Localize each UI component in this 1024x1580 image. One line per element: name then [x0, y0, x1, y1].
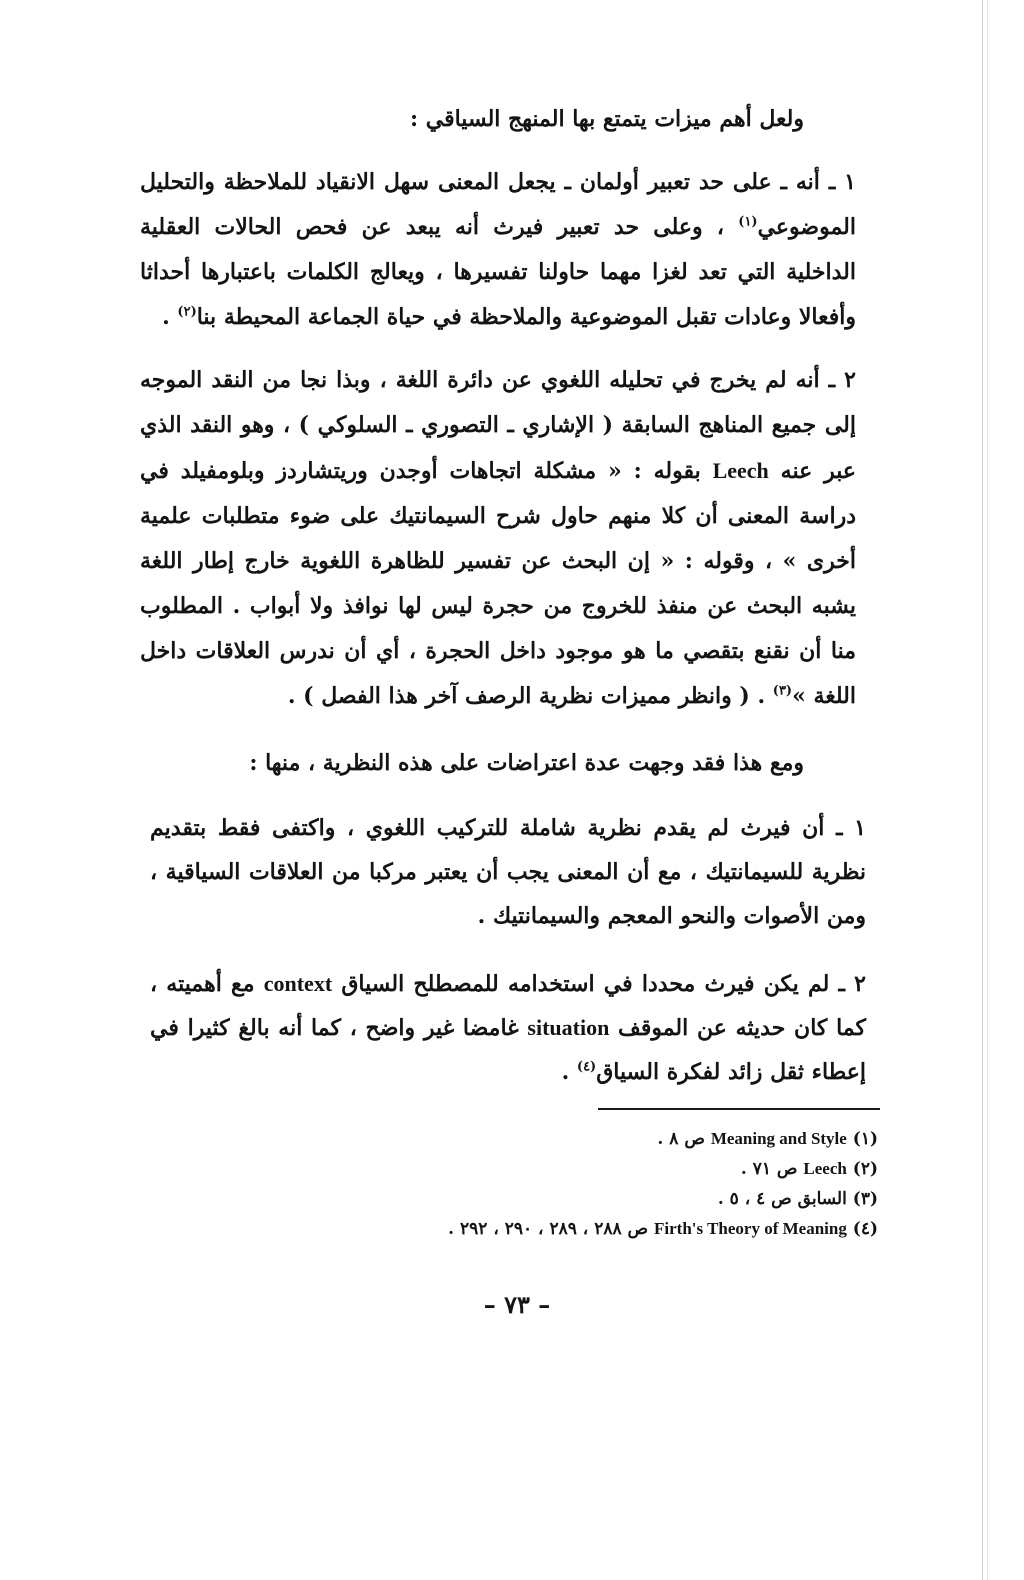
page-edge-line-inner — [987, 0, 988, 1580]
footnote-number: (٣) — [852, 1189, 878, 1209]
footnote-source: Leech — [803, 1159, 847, 1178]
paragraph-text: مع أهميته ، كما كان حديثه عن الموقف — [150, 971, 866, 1041]
objection-paragraph-1 — [150, 806, 866, 938]
footnote-ref: ص ٤ ، ٥ . — [717, 1189, 792, 1209]
footnote-ref: ص ٢٨٨ ، ٢٨٩ ، ٢٩٠ ، ٢٩٢ . — [448, 1219, 649, 1239]
advantages-intro: ولعل أهم ميزات يتمتع بها المنهج السياقي : — [409, 106, 804, 132]
footnote-marker: (٤) — [576, 1059, 597, 1075]
latin-term: situation — [527, 1015, 610, 1040]
objections-intro: ومع هذا فقد وجهت عدة اعتراضات على هذه النظرية ، منها : — [249, 750, 804, 776]
page-number: – ٧٣ – — [483, 1290, 551, 1319]
latin-term: Leech — [712, 458, 769, 483]
footnote-4 — [300, 1214, 878, 1244]
paragraph-text: بقوله : « مشكلة اتجاهات أوجدن وريتشاردز وبلومفيلد في دراسة المعنى أن كلا منهم حاول شرح السيمانتيك على ضوء متطلبات علمية أخرى » ، وقوله : « إن البحث عن تفسير للظاهرة اللغوية خارج إطار اللغة يشبه البحث عن منفذ للخروج من حجرة ليس لها نوافذ ولا أبواب . المطلوب منا أن نقنع بتقصي ما هو موجود داخل الحجرة ، أي أن ندرس العلاقات داخل اللغة » — [140, 458, 856, 709]
paragraph-text: . — [561, 1059, 577, 1085]
footnote-source: Firth's Theory of Meaning — [654, 1219, 847, 1238]
footnote-marker: (٢) — [177, 304, 197, 320]
paragraph-text: ١ ـ أن فيرث لم يقدم نظرية شاملة للتركيب اللغوي ، واكتفى فقط بتقديم نظرية للسيمانتيك ، مع أن المعنى يجب أن يعتبر مركبا من العلاقات السياقية ، ومن الأصوات والنحو المعجم والسيمانتيك . — [150, 815, 866, 929]
page-edge-line — [982, 0, 983, 1580]
paragraph-text: ١ ـ أنه ـ على حد تعبير أولمان ـ يجعل المعنى سهل الانقياد للملاحظة والتحليل الموضوعي — [140, 169, 856, 240]
paragraph-text: ، وعلى حد تعبير فيرث أنه يبعد عن فحص الحالات العقلية الداخلية التي تعد لغزا مهما حاولنا تفسيرها ، ويعالج الكلمات باعتبارها أحداثا وأفعالا وعادات تقبل الموضوعية والملاحظة في حياة الجماعة المحيطة بنا — [140, 214, 856, 330]
advantage-paragraph-2 — [140, 358, 856, 719]
footnote-marker: (٣) — [772, 683, 793, 699]
paragraph-text: . — [162, 304, 178, 330]
objection-paragraph-2 — [150, 962, 866, 1094]
footnote-marker: (١) — [738, 214, 758, 230]
advantage-paragraph-1 — [140, 160, 856, 340]
paragraph-text: غامضا غير واضح ، كما أنه بالغ كثيرا في إعطاء ثقل زائد لفكرة السياق — [150, 1015, 866, 1085]
footnote-number: (٢) — [852, 1159, 878, 1179]
footnote-source: Meaning and Style — [710, 1129, 847, 1148]
footnote-1 — [300, 1124, 878, 1154]
footnote-divider — [598, 1108, 880, 1110]
paragraph-text: ٢ ـ لم يكن فيرث محددا في استخدامه للمصطلح السياق — [332, 971, 866, 997]
latin-term: context — [263, 971, 333, 996]
footnotes — [300, 1124, 878, 1244]
footnote-3 — [300, 1184, 878, 1214]
paragraph-text: ٢ ـ أنه لم يخرج في تحليله اللغوي عن دائرة اللغة ، وبذا نجا من النقد الموجه إلى جميع المناهج السابقة ( الإشاري ـ التصوري ـ السلوكي ) ، وهو النقد الذي عبر عنه — [140, 367, 856, 484]
footnote-number: (١) — [852, 1129, 878, 1149]
footnote-ref: ص ٧١ . — [740, 1159, 798, 1179]
footnote-source: السابق — [797, 1189, 847, 1209]
footnote-ref: ص ٨ . — [657, 1129, 705, 1149]
footnote-number: (٤) — [852, 1219, 878, 1239]
footnote-2 — [300, 1154, 878, 1184]
paragraph-text: . ( وانظر مميزات نظرية الرصف آخر هذا الفصل ) . — [287, 683, 773, 709]
